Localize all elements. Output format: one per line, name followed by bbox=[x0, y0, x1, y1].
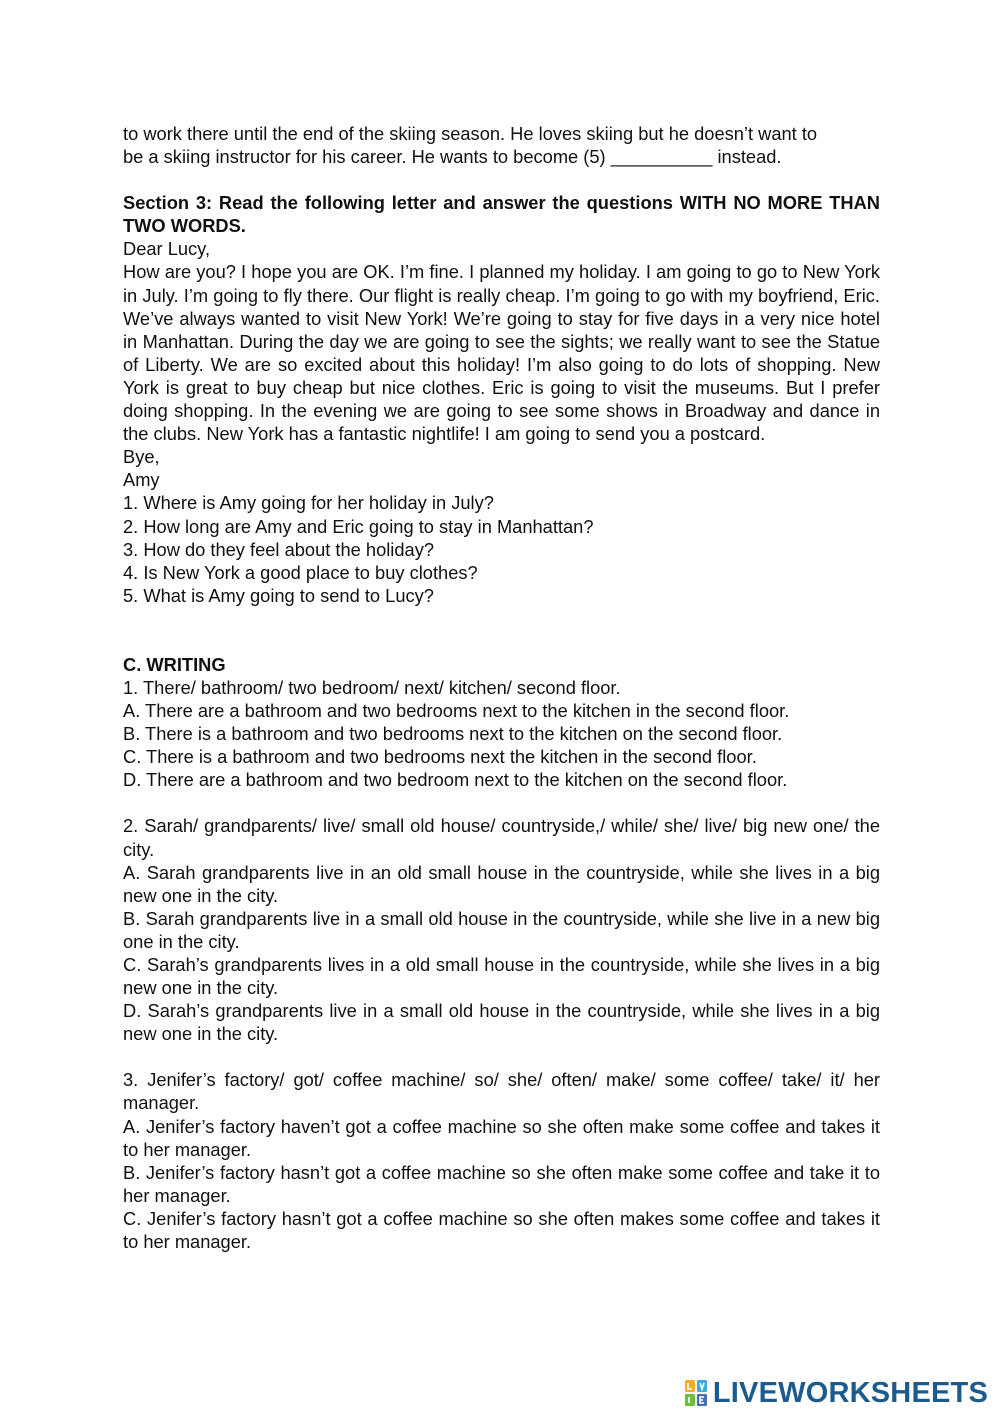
question-1: 1. Where is Amy going for her holiday in July? bbox=[123, 492, 494, 514]
writing-item-1-option-b: B. There is a bathroom and two bedrooms next to the kitchen on the second floor. bbox=[123, 723, 783, 745]
writing-item-2-option-b: B. Sarah grandparents live in a small old house in the countryside, while she live in a new big one in the city. bbox=[123, 907, 880, 952]
question-3: 3. How do they feel about the holiday? bbox=[123, 538, 434, 560]
writing-item-3-option-a: A. Jenifer’s factory haven’t got a coffee machine so she often make some coffee and takes it to her manager. bbox=[123, 1115, 880, 1160]
writing-item-1-option-a: A. There are a bathroom and two bedrooms next to the kitchen in the second floor. bbox=[123, 700, 790, 722]
writing-item-1-option-c: C. There is a bathroom and two bedrooms next the kitchen in the second floor. bbox=[123, 746, 757, 768]
passage-tail-line-2: be a skiing instructor for his career. He wants to become (5) __________ instead. bbox=[123, 146, 782, 168]
writing-item-1-prompt: 1. There/ bathroom/ two bedroom/ next/ kitchen/ second floor. bbox=[123, 676, 621, 698]
question-4: 4. Is New York a good place to buy clothes? bbox=[123, 561, 478, 583]
writing-item-3-prompt: 3. Jenifer’s factory/ got/ coffee machine/ so/ she/ often/ make/ some coffee/ take/ it/ her manager. bbox=[123, 1069, 880, 1114]
worksheet-page bbox=[123, 122, 880, 1253]
writing-item-2-option-d: D. Sarah’s grandparents live in a small old house in the countryside, while she lives in a big new one in the city. bbox=[123, 1000, 880, 1045]
passage-tail-line-1: to work there until the end of the skiing season. He loves skiing but he doesn’t want to bbox=[123, 123, 818, 144]
writing-item-1-option-d: D. There are a bathroom and two bedroom next to the kitchen on the second floor. bbox=[123, 769, 788, 791]
liveworksheets-logo-icon bbox=[685, 1380, 707, 1406]
letter-closing: Bye, bbox=[123, 446, 160, 468]
writing-item-2-option-c: C. Sarah’s grandparents lives in a old small house in the countryside, while she lives in a big new one in the city. bbox=[123, 954, 880, 999]
question-2: 2. How long are Amy and Eric going to stay in Manhattan? bbox=[123, 515, 594, 537]
writing-item-2-option-a: A. Sarah grandparents live in an old small house in the countryside, while she lives in a big new one in the city. bbox=[123, 861, 880, 906]
writing-item-3-option-c: C. Jenifer’s factory hasn’t got a coffee machine so she often makes some coffee and takes it to her manager. bbox=[123, 1207, 880, 1253]
writing-item-3-option-b: B. Jenifer’s factory hasn’t got a coffee machine so she often make some coffee and take it to her manager. bbox=[123, 1161, 880, 1206]
writing-item-2-prompt: 2. Sarah/ grandparents/ live/ small old house/ countryside,/ while/ she/ live/ big new one/ the city. bbox=[123, 815, 880, 860]
letter-signature: Amy bbox=[123, 469, 160, 491]
letter-body: How are you? I hope you are OK. I’m fine. I planned my holiday. I am going to go to New York in July. I’m going to fly there. Our flight is really cheap. I’m going to go with my boyfriend, Eric. We’ve always wanted to visit New York! We’re going to stay for five days in a very nice hotel in Manhattan. During the day we are going to see the sights; we really want to see the Statue of Liberty. We are so excited about this holiday! I’m also going to do lots of shopping. New York is great to buy cheap but nice clothes. Eric is going to visit the museums. But I prefer doing shopping. In the evening we are going to see some shows in Broadway and dance in the clubs. New York has a fantastic nightlife! I am going to send you a postcard. bbox=[123, 261, 880, 445]
section-3-heading: Section 3: Read the following letter and answer the questions WITH NO MORE THAN TWO WORDS. bbox=[123, 192, 880, 237]
liveworksheets-logo-text: LIVEWORKSHEETS bbox=[712, 1377, 988, 1409]
liveworksheets-logo bbox=[685, 1376, 988, 1410]
question-5: 5. What is Amy going to send to Lucy? bbox=[123, 584, 434, 606]
letter-greeting: Dear Lucy, bbox=[123, 238, 211, 260]
writing-heading: C. WRITING bbox=[123, 653, 226, 675]
